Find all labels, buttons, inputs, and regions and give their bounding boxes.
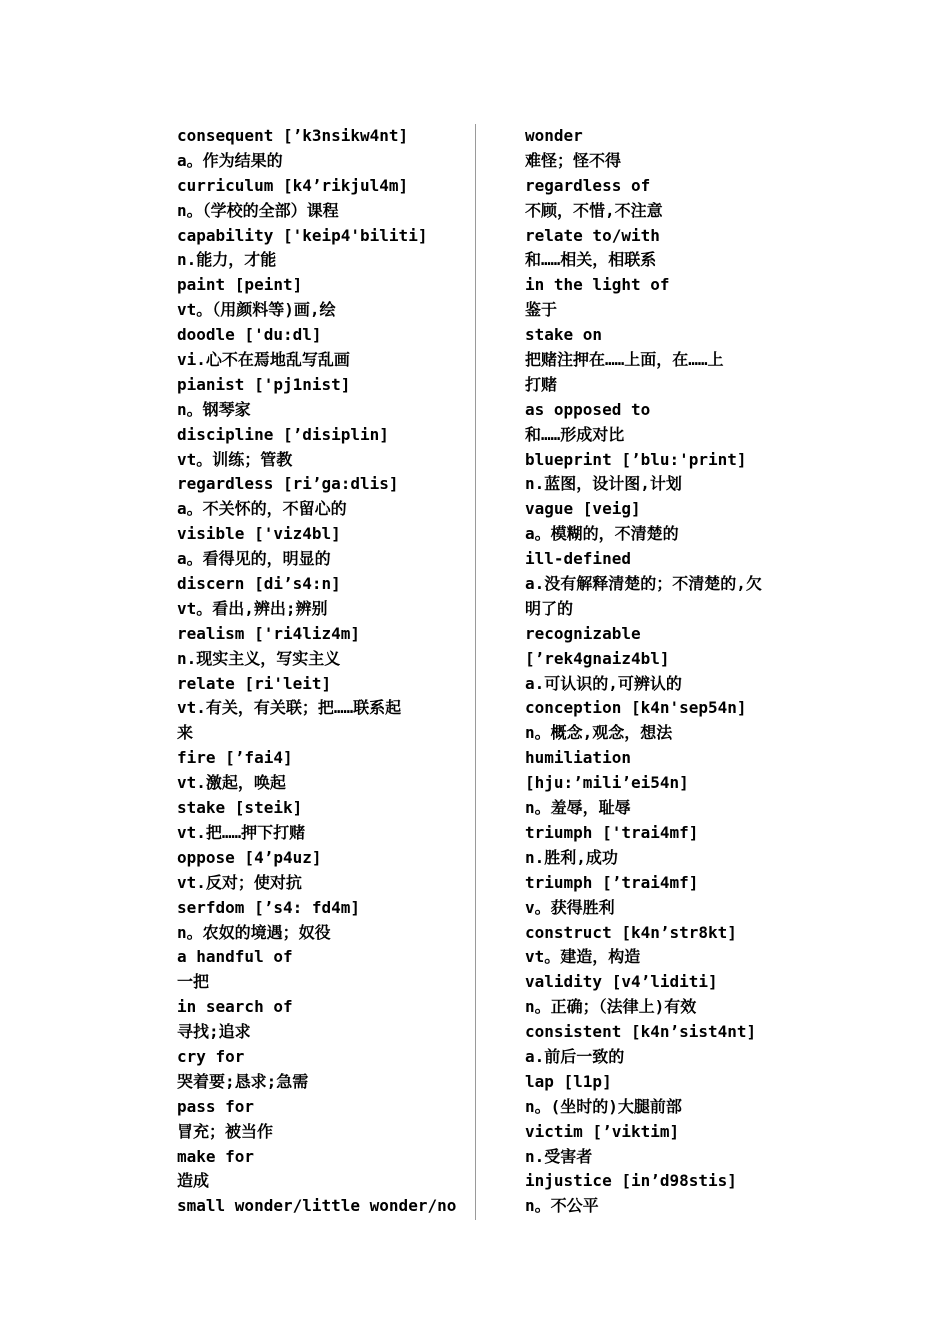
vocab-line: regardless of: [525, 175, 651, 195]
vocab-line: 造成: [177, 1171, 210, 1191]
right-column: [525, 124, 825, 1219]
vocab-line: [’rek4gnaiz4bl]: [525, 648, 670, 668]
vocab-line: realism ['ri4liz4m]: [177, 623, 361, 643]
vocab-line: 来: [177, 723, 194, 743]
vocab-line: vt.把……押下打赌: [177, 822, 306, 842]
vocab-line: n.受害者: [525, 1146, 593, 1166]
column-divider: [475, 124, 476, 1220]
vocab-line: relate [ri'leit]: [177, 673, 332, 693]
vocab-line: oppose [4’p4uz]: [177, 847, 322, 867]
vocab-line: doodle ['du:dl]: [177, 325, 322, 345]
vocab-line: discern [di’s4:n]: [177, 574, 341, 594]
vocab-line: discipline [’disiplin]: [177, 424, 389, 444]
vocab-line: a.没有解释清楚的；不清楚的,欠: [525, 574, 762, 594]
vocab-line: in search of: [177, 997, 293, 1017]
vocab-line: regardless [ri’ga:dlis]: [177, 474, 399, 494]
vocab-line: visible ['viz4bl]: [177, 524, 341, 544]
vocab-line: a。作为结果的: [177, 150, 283, 170]
vocab-line: 不顾，不惜,不注意: [525, 200, 663, 220]
vocab-line: make for: [177, 1146, 255, 1166]
vocab-line: [hju:’mili’ei54n]: [525, 773, 689, 793]
vocab-line: vt。（用颜料等)画,绘: [177, 300, 336, 320]
vocab-line: 打赌: [525, 374, 558, 394]
vocab-line: curriculum [k4’rikjul4m]: [177, 175, 409, 195]
vocab-line: relate to/with: [525, 225, 660, 245]
vocab-line: 和……相关，相联系: [525, 250, 657, 270]
vocab-line: ill-defined: [525, 549, 631, 569]
vocab-line: 明了的: [525, 598, 574, 618]
vocab-line: validity [v4’liditi]: [525, 972, 718, 992]
vocab-line: n。（学校的全部）课程: [177, 200, 339, 220]
vocab-line: triumph [’trai4mf]: [525, 872, 699, 892]
vocab-line: 和……形成对比: [525, 424, 625, 444]
vocab-line: 冒充；被当作: [177, 1121, 274, 1141]
vocab-line: 鉴于: [525, 300, 558, 320]
vocab-line: vt.有关，有关联；把……联系起: [177, 698, 402, 718]
vocab-line: injustice [in’d98stis]: [525, 1171, 737, 1191]
vocab-line: in the light of: [525, 275, 670, 295]
vocab-line: recognizable: [525, 623, 641, 643]
vocab-line: n.现实主义，写实主义: [177, 648, 341, 668]
vocab-line: vt。建造，构造: [525, 947, 641, 967]
vocab-line: lap [l1p]: [525, 1071, 612, 1091]
vocab-line: vt。看出,辨出;辨别: [177, 598, 328, 618]
vocab-line: n.蓝图，设计图,计划: [525, 474, 682, 494]
vocab-line: vt.激起，唤起: [177, 773, 286, 793]
vocab-line: n。概念,观念，想法: [525, 723, 673, 743]
vocab-line: vt。训练；管教: [177, 449, 293, 469]
vocab-line: serfdom [’s4: fd4m]: [177, 897, 361, 917]
vocab-line: victim [’viktim]: [525, 1121, 680, 1141]
vocab-line: 难怪；怪不得: [525, 150, 622, 170]
vocab-line: vi.心不在焉地乱写乱画: [177, 350, 350, 370]
vocab-line: n.能力，才能: [177, 250, 277, 270]
vocab-line: 寻找;追求: [177, 1022, 251, 1042]
vocab-line: vt.反对；使对抗: [177, 872, 302, 892]
vocab-line: n。钢琴家: [177, 399, 251, 419]
vocab-line: n。不公平: [525, 1196, 599, 1216]
vocab-line: n.胜利,成功: [525, 847, 618, 867]
vocab-line: conception [k4n'sep54n]: [525, 698, 747, 718]
vocab-line: construct [k4n’str8kt]: [525, 922, 737, 942]
vocab-line: 哭着要;恳求;急需: [177, 1071, 309, 1091]
vocab-line: n。(坐时的)大腿前部: [525, 1096, 682, 1116]
vocab-line: n。正确；（法律上)有效: [525, 997, 697, 1017]
vocab-line: consequent [’k3nsikw4nt]: [177, 126, 409, 145]
vocab-line: capability ['keip4'biliti]: [177, 225, 428, 245]
vocab-line: small wonder/little wonder/no: [177, 1196, 457, 1216]
vocab-line: 把赌注押在……上面，在……上: [525, 350, 724, 370]
vocab-line: paint [peint]: [177, 275, 303, 295]
vocab-line: consistent [k4n’sist4nt]: [525, 1022, 757, 1042]
vocab-line: vague [veig]: [525, 499, 641, 519]
vocab-line: a.前后一致的: [525, 1046, 625, 1066]
vocab-line: a。不关怀的，不留心的: [177, 499, 347, 519]
vocab-line: blueprint [’blu:'print]: [525, 449, 747, 469]
vocab-line: pianist ['pj1nist]: [177, 374, 351, 394]
vocab-line: pass for: [177, 1096, 255, 1116]
left-column: [177, 124, 469, 1219]
vocab-line: stake [steik]: [177, 798, 303, 818]
vocab-line: cry for: [177, 1046, 245, 1066]
vocab-line: stake on: [525, 325, 603, 345]
vocab-line: fire [’fai4]: [177, 748, 293, 768]
vocab-line: triumph ['trai4mf]: [525, 822, 699, 842]
vocab-line: humiliation: [525, 748, 631, 768]
vocab-line: v。获得胜利: [525, 897, 615, 917]
vocab-line: as opposed to: [525, 399, 651, 419]
vocab-line: a。模糊的，不清楚的: [525, 524, 679, 544]
vocab-line: n。羞辱，耻辱: [525, 798, 631, 818]
vocab-line: 一把: [177, 972, 210, 992]
vocab-line: a.可认识的,可辨认的: [525, 673, 682, 693]
vocab-line: a handful of: [177, 947, 293, 967]
vocab-line: n。农奴的境遇；奴役: [177, 922, 331, 942]
vocab-line: a。看得见的，明显的: [177, 549, 331, 569]
vocab-line: wonder: [525, 126, 583, 145]
